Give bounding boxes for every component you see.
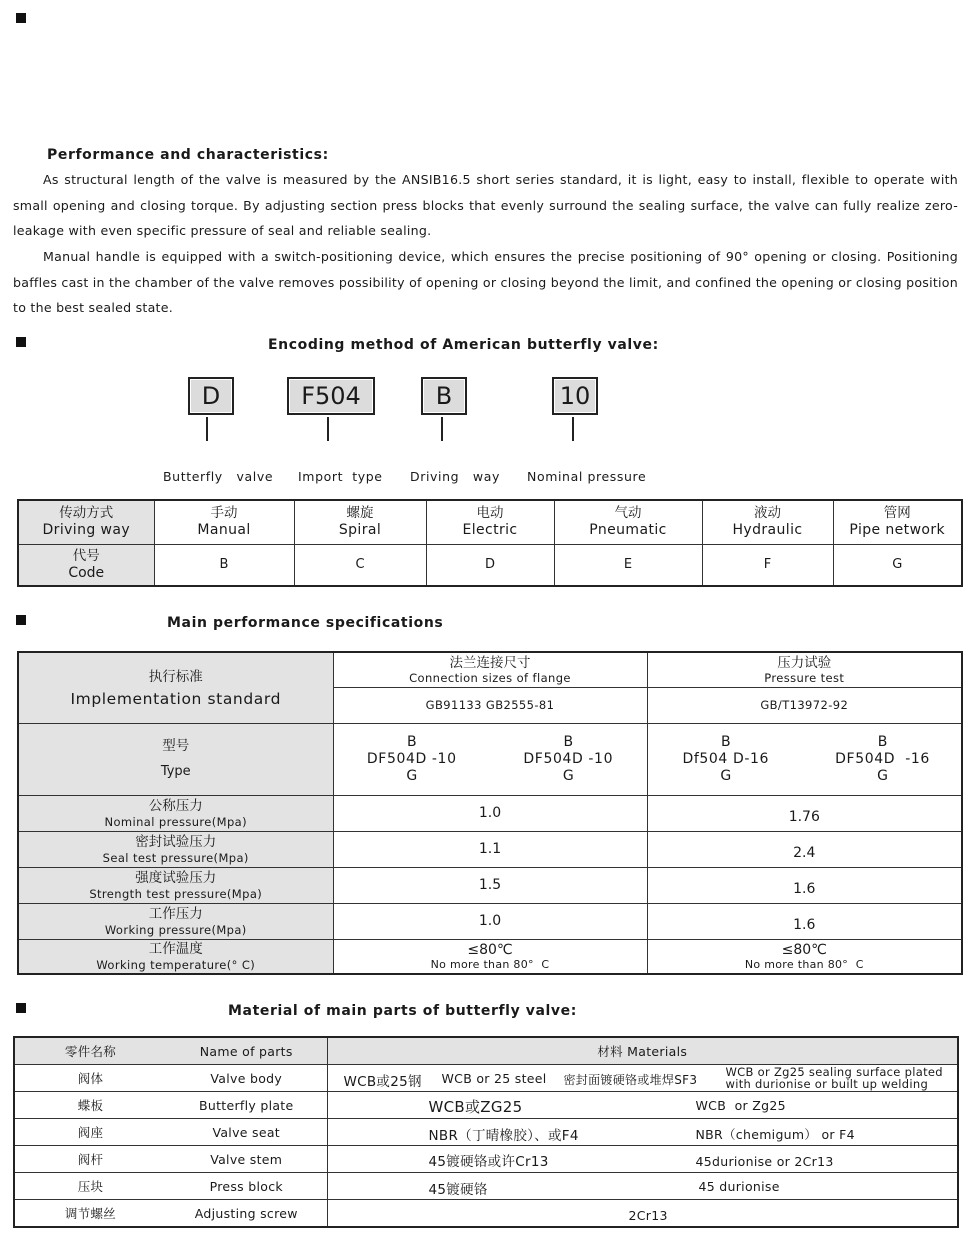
part-en: Adjusting screw xyxy=(166,1200,327,1228)
material-cell: 2Cr13 xyxy=(327,1200,958,1228)
encoding-heading: Encoding method of American butterfly valve: xyxy=(268,337,659,353)
driving-cell: 电动 Electric xyxy=(426,500,554,544)
parts-cn-header: 零件名称 xyxy=(14,1037,166,1065)
part-en: Valve body xyxy=(166,1065,327,1092)
code-label-driving: Driving way xyxy=(410,469,500,484)
code-cell: C xyxy=(294,544,426,586)
performance-heading: Performance and characteristics: xyxy=(47,147,329,163)
section-bullet-top xyxy=(16,13,26,23)
driving-cell: 管网 Pipe network xyxy=(833,500,962,544)
code-box-type: D xyxy=(188,377,234,415)
part-cn: 阀体 xyxy=(14,1065,166,1092)
part-en: Valve seat xyxy=(166,1119,327,1146)
type-cell: B Df504 D-16 G xyxy=(647,723,804,795)
code-stem xyxy=(441,417,443,441)
code-label-import: Import type xyxy=(298,469,383,484)
spec-value: 1.1 xyxy=(333,831,647,867)
part-cn: 阀杆 xyxy=(14,1146,166,1173)
material-cell: WCB或25钢 WCB or 25 steel 密封面镀硬铬或堆焊SF3 WCB or Zg25 sealing surface plated with durionise or built up welding xyxy=(327,1065,958,1092)
code-box-pressure: 10 xyxy=(552,377,598,415)
spec-value: 1.0 xyxy=(333,795,647,831)
material-cell: 45镀硬铬 45 durionise xyxy=(327,1173,958,1200)
code-cell: G xyxy=(833,544,962,586)
part-en: Butterfly plate xyxy=(166,1092,327,1119)
part-cn: 阀座 xyxy=(14,1119,166,1146)
code-label-type: Butterfly valve xyxy=(163,469,274,484)
part-en: Valve stem xyxy=(166,1146,327,1173)
part-en: Press block xyxy=(166,1173,327,1200)
spec-row-label: 强度试验压力 Strength test pressure(Mpa) xyxy=(18,867,333,903)
driving-cell: 液动 Hydraulic xyxy=(702,500,833,544)
pressure-standard: GB/T13972-92 xyxy=(647,687,962,723)
code-label-pressure: Nominal pressure xyxy=(527,469,647,484)
performance-paragraph-2: Manual handle is equipped with a switch-positioning device, which ensures the precise positioning of 90° opening or closing. Positioning baffles cast in the chamber of the valve removes possibility of opening or closing beyond the limit, and confined the opening or closing position to the best sealed state. xyxy=(13,249,958,315)
spec-row-label: 工作压力 Working pressure(Mpa) xyxy=(18,903,333,939)
performance-paragraph-1: As structural length of the valve is measured by the ANSIB16.5 short series standard, it is light, easy to install, flexible to operate with small opening and closing torque. By adjusting section press blocks that evenly surround the sealing surface, the valve can fully realize zero-leakage with even specific pressure of seal and reliable sealing. xyxy=(13,172,958,238)
part-cn: 压块 xyxy=(14,1173,166,1200)
spec-value: 2.4 xyxy=(647,831,962,867)
flange-header: 法兰连接尺寸 Connection sizes of flange xyxy=(333,652,647,687)
temperature-value: ≤80℃ No more than 80° C xyxy=(647,939,962,974)
section-bullet-materials xyxy=(16,1003,26,1013)
driving-way-table xyxy=(17,499,963,587)
temperature-label: 工作温度 Working temperature(° C) xyxy=(18,939,333,974)
code-cell: E xyxy=(554,544,702,586)
driving-way-header: 传动方式 Driving way xyxy=(18,500,154,544)
type-cell: B DF504D -16 G xyxy=(804,723,962,795)
type-cell: B DF504D -10 G xyxy=(490,723,647,795)
material-cell: WCB或ZG25 WCB or Zg25 xyxy=(327,1092,958,1119)
driving-cell: 手动 Manual xyxy=(154,500,294,544)
section-bullet-encoding xyxy=(16,337,26,347)
parts-en-header: Name of parts xyxy=(166,1037,327,1065)
spec-value: 1.76 xyxy=(647,795,962,831)
code-stem xyxy=(327,417,329,441)
type-header: 型号 Type xyxy=(18,723,333,795)
driving-cell: 螺旋 Spiral xyxy=(294,500,426,544)
spec-value: 1.5 xyxy=(333,867,647,903)
materials-table xyxy=(13,1036,959,1228)
code-cell: F xyxy=(702,544,833,586)
part-cn: 调节螺丝 xyxy=(14,1200,166,1228)
spec-value: 1.6 xyxy=(647,903,962,939)
code-box-import: F504 xyxy=(287,377,375,415)
specs-heading: Main performance specifications xyxy=(167,615,444,631)
spec-row-label: 密封试验压力 Seal test pressure(Mpa) xyxy=(18,831,333,867)
material-cell: NBR（丁晴橡胶）、或F4 NBR（chemigum） or F4 xyxy=(327,1119,958,1146)
code-cell: D xyxy=(426,544,554,586)
code-box-driving: B xyxy=(421,377,467,415)
driving-cell: 气动 Pneumatic xyxy=(554,500,702,544)
material-cell: 45镀硬铬或许Cr13 45durionise or 2Cr13 xyxy=(327,1146,958,1173)
spec-value: 1.6 xyxy=(647,867,962,903)
code-header: 代号 Code xyxy=(18,544,154,586)
pressure-test-header: 压力试验 Pressure test xyxy=(647,652,962,687)
type-cell: B DF504D -10 G xyxy=(333,723,490,795)
code-cell: B xyxy=(154,544,294,586)
code-stem xyxy=(206,417,208,441)
std-header: 执行标准 Implementation standard xyxy=(18,652,333,723)
specs-table xyxy=(17,651,963,975)
spec-value: 1.0 xyxy=(333,903,647,939)
code-stem xyxy=(572,417,574,441)
materials-heading: Material of main parts of butterfly valve: xyxy=(228,1003,577,1019)
materials-header: 材料 Materials xyxy=(327,1037,958,1065)
flange-standard: GB91133 GB2555-81 xyxy=(333,687,647,723)
part-cn: 蝶板 xyxy=(14,1092,166,1119)
spec-row-label: 公称压力 Nominal pressure(Mpa) xyxy=(18,795,333,831)
section-bullet-specs xyxy=(16,615,26,625)
temperature-value: ≤80℃ No more than 80° C xyxy=(333,939,647,974)
